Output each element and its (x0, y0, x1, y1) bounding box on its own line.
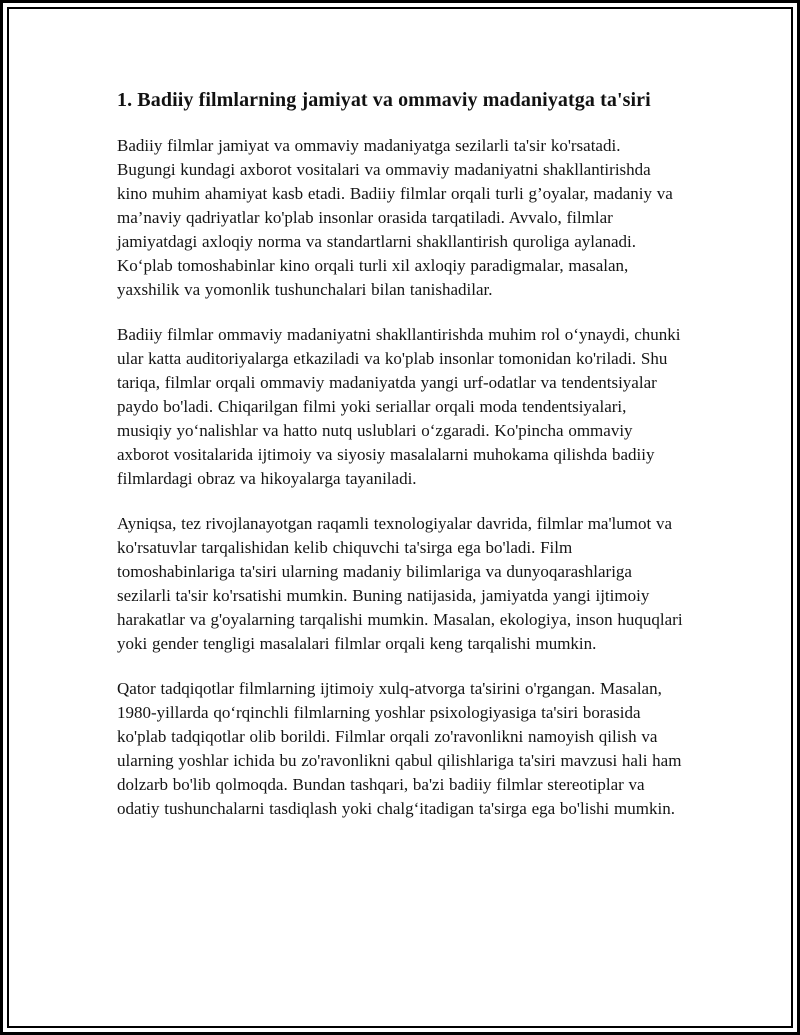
paragraph-2: Badiiy filmlar ommaviy madaniyatni shakllantirishda muhim rol oʻynaydi, chunki ular katta auditoriyalarga etkaziladi va ko'plab insonlar tomonidan ko'riladi. Shu tariqa, filmlar orqali ommaviy madaniyatda yangi urf-odatlar va tendentsiyalar paydo bo'ladi. Chiqarilgan filmi yoki seriallar orqali moda tendentsiyalari, musiqiy yoʻnalishlar va hatto nutq uslublari oʻzgaradi. Ko'pincha ommaviy axborot vositalarida ijtimoiy va siyosiy masalalarni muhokama qilishda badiiy filmlardagi obraz va hikoyalarga tayaniladi. (117, 325, 681, 488)
document-page (117, 87, 683, 842)
document-title: 1. Badiiy filmlarning jamiyat va ommaviy madaniyatga ta'siri (117, 89, 651, 111)
paragraph-3: Ayniqsa, tez rivojlanayotgan raqamli texnologiyalar davrida, filmlar ma'lumot va ko'rsatuvlar tarqalishidan kelib chiquvchi ta'sirga ega bo'ladi. Film tomoshabinlariga ta'siri ularning madaniy bilimlariga va dunyoqarashlariga sezilarli ta'sir ko'rsatishi mumkin. Buning natijasida, jamiyatda yangi ijtimoiy harakatlar va g'oyalarning tarqalishi mumkin. Masalan, ekologiya, inson huquqlari yoki gender tengligi masalalari filmlar orqali keng tarqalishi mumkin. (117, 514, 683, 653)
paragraph-4: Qator tadqiqotlar filmlarning ijtimoiy xulq-atvorga ta'sirini o'rgangan. Masalan, 1980-yillarda qoʻrqinchli filmlarning yoshlar psixologiyasiga ta'siri borasida ko'plab tadqiqotlar olib borildi. Filmlar orqali zo'ravonlikni namoyish qilish va ularning yoshlar ichida bu zo'ravonlikni qabul qilishlariga ta'siri mavzusi hali ham dolzarb bo'lib qolmoqda. Bundan tashqari, ba'zi badiiy filmlar stereotiplar va odatiy tushunchalarni tasdiqlash yoki chalgʻitadigan ta'sirga ega bo'lishi mumkin. (117, 679, 682, 818)
paragraph-1: Badiiy filmlar jamiyat va ommaviy madaniyatga sezilarli ta'sir ko'rsatadi. Bugungi kundagi axborot vositalari va ommaviy madaniyatni shakllantirishda kino muhim ahamiyat kasb etadi. Badiiy filmlar orqali turli g’oyalar, madaniy va ma’naviy qadriyatlar ko'plab insonlar orasida tarqatiladi. Avvalo, filmlar jamiyatdagi axloqiy norma va standartlarni shakllantirish quroliga aylanadi. Koʻplab tomoshabinlar kino orqali turli xil axloqiy paradigmalar, masalan, yaxshilik va yomonlik tushunchalari bilan tanishadilar. (117, 136, 673, 299)
